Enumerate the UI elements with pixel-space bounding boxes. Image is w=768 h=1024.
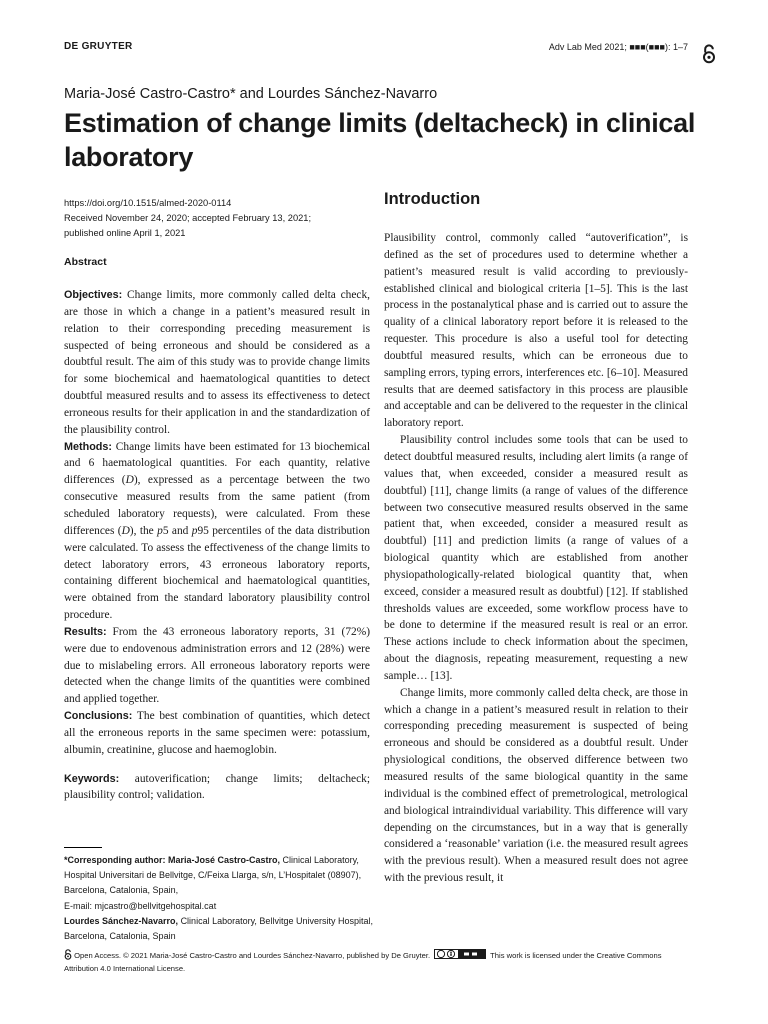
- corresponding-author-label: *Corresponding author: Maria-José Castro-Castro,: [64, 855, 281, 865]
- objectives-text: Change limits, more commonly called delta check, are those in which a change in a patient’s measured result in relation to their corresponding preceding measurement is suspected of being erroneous and should be considered as a doubtful result. The aim of this study was to provide change limits for some biochemical and haematological quantities to detect doubtful measured results and to assess its effectiveness to detect erroneous results for their application in and the standardization of the plausibility control.: [64, 289, 370, 436]
- corresponding-author-affiliation: Clinical Laboratory, Hospital Universitari de Bellvitge, C/Feixa Llarga, s/n, L’Hospitalet (08907), Barcelona, Catalonia, Spain,: [64, 855, 362, 896]
- abstract-results: [64, 624, 370, 708]
- footnote-divider: [64, 847, 102, 848]
- received-date: Received November 24, 2020; accepted February 13, 2021;: [64, 213, 312, 223]
- intro-paragraph-2: Plausibility control includes some tools that can be used to detect doubtful measured results, including alert limits (a range of values that, when exceeded, consider a measured result as doubtful) [11], change limits (a range of values of the difference between two consecutive measured results observed in the same patient that, when exceeded, consider a measured result as doubtful) [11] and prediction limits (a range of values of a biological quantity which are established from another physiopathologically-related biological quantity that, when exceed, consider a measured result as doubtful) [12]. If stablished thresholds values are exceeded, some workflow process have to be done to determine if the measured result is real or an error. These actions include to check information about the specimen, about the diagnosis, repeating measurement, requesting a new sample… [13].: [384, 434, 688, 682]
- abstract-body: [64, 287, 370, 804]
- published-date: published online April 1, 2021: [64, 228, 186, 238]
- methods-text-2: ), expressed as a percentage between the two consecutive measured results from the same patient (from scheduled laboratory requests), were calculated. From these differences (: [64, 474, 370, 537]
- open-access-lock-icon: [702, 44, 716, 64]
- article-title: Estimation of change limits (deltacheck) in clinical laboratory: [64, 108, 696, 172]
- methods-label: Methods:: [64, 440, 112, 453]
- license-text-2: This work is licensed under the Creative Commons Attribution 4.0 International License.: [64, 951, 662, 973]
- abstract-conclusions: [64, 708, 370, 759]
- results-text: From the 43 erroneous laboratory reports, 31 (72%) were due to endovenous administration errors and 12 (28%) were due to mislabeling errors. All erroneous laboratory reports were detected when the change limits of the quantities were combined and applied together.: [64, 625, 370, 706]
- doi-link[interactable]: https://doi.org/10.1515/almed-2020-0114: [64, 198, 232, 208]
- introduction-body: [384, 230, 688, 887]
- objectives-label: Objectives:: [64, 289, 123, 301]
- coauthor-affiliation: Clinical Laboratory, Bellvitge University Hospital, Barcelona, Catalonia, Spain: [64, 915, 373, 942]
- introduction-heading: Introduction: [384, 190, 481, 208]
- conclusions-label: Conclusions:: [64, 710, 133, 723]
- methods-d-symbol-1: D: [125, 474, 134, 487]
- keywords-text: autoverification; change limits; deltacheck; plausibility control; validation.: [64, 772, 370, 802]
- methods-text-1: Change limits have been estimated for 13 biochemical and 6 haematological quantities. For each quantity, relative differences (: [64, 440, 370, 487]
- coauthor-name: Lourdes Sánchez-Navarro,: [64, 915, 179, 926]
- abstract-methods: [64, 439, 370, 624]
- open-access-small-icon: [64, 949, 72, 960]
- publisher-name: DE GRUYTER: [64, 41, 133, 52]
- keywords: [64, 771, 370, 805]
- results-label: Results:: [64, 625, 107, 638]
- methods-text-4: 5 and: [162, 524, 192, 537]
- conclusions-text: The best combination of quantities, which detect all the erroneous reports in the same specimen were: potassium, albumin, creatinine, glucose and haemoglobin.: [64, 710, 370, 756]
- methods-text-5: 95 percentiles of the data distribution were calculated. To assess the effectiveness of the change limits to detect laboratory errors, 43 erroneous laboratory reports, containing different biochemical and haematological quantities, were obtained from the standard laboratory plausibility control procedure.: [64, 524, 370, 622]
- methods-text-3: ), the: [129, 524, 158, 537]
- abstract-objectives: [64, 287, 370, 439]
- author-line: Maria-José Castro-Castro* and Lourdes Sánchez-Navarro: [64, 86, 438, 102]
- intro-paragraph-3: Change limits, more commonly called delta check, are those in which a change in a patient’s measured result in relation to their corresponding preceding measurement is suspected of being erroneous and should be considered as a doubtful result. Under physiological conditions, the observed difference between two measured results of the same biological quantity in the same individual is the combined effect of premetrological, metrological and biological intraindividual variability. This difference will vary depending on the circumstances, but in a way that is generally considered a ‘reasonable’ variation (i.e. the measured result agrees with the previous result). When a measured result does not agree with the previous result, it: [384, 686, 688, 885]
- journal-reference: Adv Lab Med 2021; ■■■(■■■): 1–7: [548, 42, 688, 52]
- intro-paragraph-1: Plausibility control, commonly called “autoverification”, is defined as the set of procedures used to determine whether a patient’s measured result is valid according to previously-established clinical and biological criteria [1–5]. This is the last process in the postanalytical phase and is carried out to assure the quality of a clinical laboratory report before it is released to the requester. This procedure is also a useful tool for detecting doubtful measured results, which can be erroneous due to sampling errors, typing errors, interferences etc. [6–10]. Measured results that are deemed satisfactory in this process are plausible and acceptable and can be delivered to the requester in the clinical laboratory report.: [384, 232, 688, 430]
- methods-p95-symbol: p: [191, 524, 198, 537]
- license-footer: [64, 949, 684, 975]
- keywords-label: Keywords:: [64, 772, 120, 785]
- correspondence-footnote: [64, 853, 374, 944]
- cc-by-icon[interactable]: [434, 949, 486, 959]
- corresponding-author-email[interactable]: E-mail: mjcastro@bellvitgehospital.cat: [64, 900, 217, 911]
- methods-d-symbol-2: D: [121, 524, 130, 537]
- license-text-1: Open Access. © 2021 Maria-José Castro-Castro and Lourdes Sánchez-Navarro, published by De Gruyter.: [74, 951, 431, 960]
- abstract-heading: Abstract: [64, 256, 107, 268]
- methods-p5-symbol: p: [157, 524, 163, 537]
